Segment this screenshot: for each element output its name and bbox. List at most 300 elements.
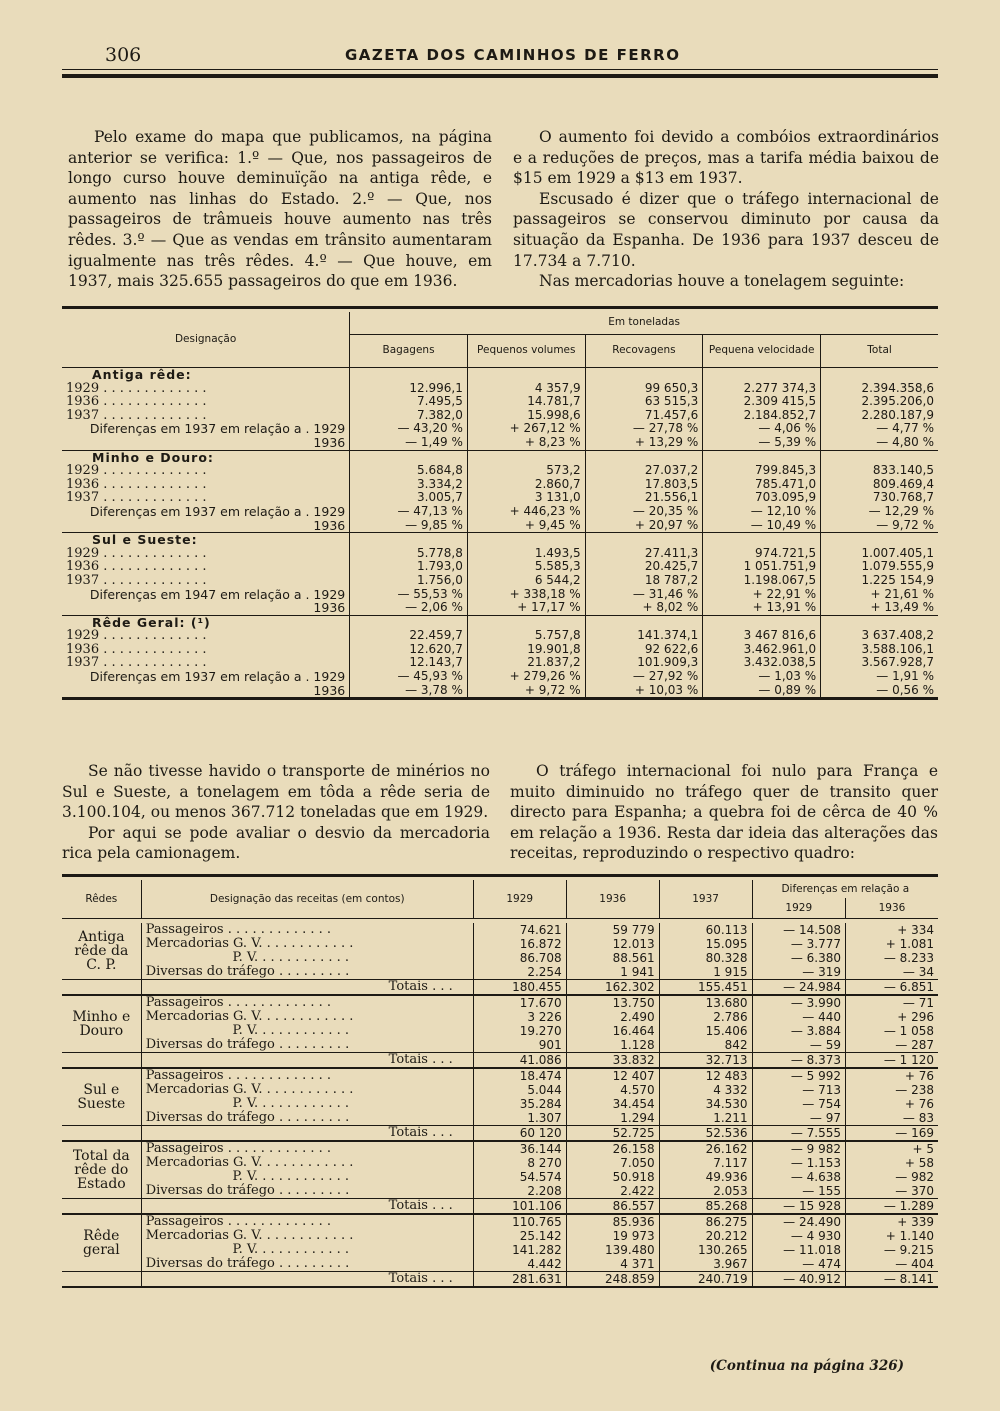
value-cell: 19 973 [566, 1229, 659, 1243]
year-label: 1936 . . . . . . . . . . . . . [66, 559, 207, 575]
diff-cell: — 1,03 % [703, 670, 821, 684]
data-row [62, 409, 938, 423]
value-cell: 59 779 [566, 923, 659, 937]
revenue-label: Diversas do tráfego . . . . . . . . . [141, 1111, 473, 1126]
value-cell: 5.044 [473, 1083, 566, 1097]
year-header-2: 1937 [659, 880, 752, 919]
diff-cell: — 27,78 % [585, 422, 703, 436]
value-cell: 27.411,3 [585, 547, 703, 561]
diff-row [62, 684, 938, 699]
value-cell: 833.140,5 [821, 464, 938, 478]
value-cell: 85.936 [566, 1214, 659, 1229]
data-row [62, 574, 938, 588]
revenue-label: Passageiros . . . . . . . . . . . . . [141, 923, 473, 937]
section-title: Minho e Douro: [92, 449, 214, 465]
paragraph: Pelo exame do mapa que publicamos, na página anterior se verifica: 1.º — Que, nos passageiros de longo curso houve deminuïção na antiga rêde, e aumento nas linhas do Estado. 2.º — Que, nos passageiros de trâmueis houve aumento nas três rêdes. 3.º — Que as vendas em trânsito aumentaram igualmente nas três rêdes. 4.º — Que houve, em 1937, mais 325.655 passageiros do que em 1936. [68, 128, 492, 291]
value-cell: — 5 992 [752, 1068, 845, 1083]
empty-cell [350, 533, 468, 547]
diff-row [62, 519, 938, 533]
revenue-label: Mercadorias G. V. . . . . . . . . . . . [141, 1229, 473, 1243]
diff-cell: + 13,49 % [821, 601, 938, 615]
value-cell: 3.462.961,0 [703, 643, 821, 657]
revenue-label: Diversas do tráfego . . . . . . . . . [141, 1038, 473, 1053]
total-cell: — 15 928 [752, 1199, 845, 1215]
value-cell: 50.918 [566, 1170, 659, 1184]
empty-cell [62, 1272, 141, 1288]
empty-cell [585, 368, 703, 382]
empty-cell [585, 615, 703, 629]
total-cell: 240.719 [659, 1272, 752, 1288]
value-cell: 49.936 [659, 1170, 752, 1184]
header-rule-thin [62, 69, 938, 70]
section-title-row [62, 615, 938, 629]
value-cell: 141.374,1 [585, 629, 703, 643]
value-cell: + 334 [845, 923, 938, 937]
diff-cell: + 21,61 % [821, 588, 938, 602]
totais-label: Totais . . . [141, 1126, 473, 1142]
value-cell: 80.328 [659, 951, 752, 965]
table-bottom-row [62, 699, 938, 703]
total-cell: — 24.984 [752, 980, 845, 996]
designacao-header: Designação [62, 312, 350, 368]
data-row [62, 1038, 938, 1053]
value-cell: 842 [659, 1038, 752, 1053]
value-cell: 13.750 [566, 995, 659, 1010]
value-cell: 99 650,3 [585, 382, 703, 396]
value-cell: 1.128 [566, 1038, 659, 1053]
rede-name: Antiga rêde da C. P. [74, 929, 129, 973]
diff-row [62, 422, 938, 436]
year-label: 1937 . . . . . . . . . . . . . [66, 572, 207, 588]
diff-label: 1936 [62, 519, 350, 533]
value-cell: 12.143,7 [350, 656, 468, 670]
diff-label: Diferenças em 1947 em relação a . 1929 [89, 586, 346, 602]
value-cell: 4 332 [659, 1083, 752, 1097]
value-cell: 1.493,5 [467, 547, 585, 561]
data-row [62, 629, 938, 643]
data-row [62, 395, 938, 409]
value-cell: 71.457,6 [585, 409, 703, 423]
value-cell: — 3.990 [752, 995, 845, 1010]
value-cell: 3.588.106,1 [821, 643, 938, 657]
section-title: Antiga rêde: [92, 367, 192, 382]
diff-row [62, 588, 938, 602]
paragraph: Se não tivesse havido o transporte de minérios no Sul e Sueste, a tonelagem em tôda a rêde seria de 3.100.104, ou menos 367.712 toneladas que em 1929. [62, 762, 490, 822]
value-cell: 3.005,7 [350, 491, 468, 505]
total-cell: 41.086 [473, 1053, 566, 1069]
value-cell: 12.620,7 [350, 643, 468, 657]
empty-cell [467, 615, 585, 629]
diff-year-header-1: 1936 [845, 898, 938, 919]
value-cell: 2.394.358,6 [821, 382, 938, 396]
paragraph: Escusado é dizer que o tráfego internacional de passageiros se conservou diminuto por causa da situação da Espanha. De 1936 para 1937 desceu de 17.734 a 7.710. [513, 189, 939, 270]
diff-cell: — 12,29 % [821, 505, 938, 519]
diff-cell: + 338,18 % [467, 588, 585, 602]
value-cell: + 76 [845, 1097, 938, 1111]
total-row [62, 1199, 938, 1215]
empty-cell [62, 1126, 141, 1142]
value-cell: — 4.638 [752, 1170, 845, 1184]
value-cell: 63 515,3 [585, 395, 703, 409]
total-row [62, 1053, 938, 1069]
value-cell: 4.570 [566, 1083, 659, 1097]
value-cell: 3 226 [473, 1010, 566, 1024]
total-cell: — 1 120 [845, 1053, 938, 1069]
value-cell: 16.872 [473, 937, 566, 951]
value-cell: 7.382,0 [350, 409, 468, 423]
empty-cell [821, 533, 938, 547]
revenue-label: Mercadorias G. V. . . . . . . . . . . . [141, 1156, 473, 1170]
total-cell: 101.106 [473, 1199, 566, 1215]
value-cell: 5.684,8 [350, 464, 468, 478]
diff-cell: — 47,13 % [350, 505, 468, 519]
diff-cell: — 20,35 % [585, 505, 703, 519]
value-cell: 7.495,5 [350, 395, 468, 409]
value-cell: 34.530 [659, 1097, 752, 1111]
diff-cell: + 9,45 % [467, 519, 585, 533]
redes-header: Rêdes [85, 893, 118, 905]
value-cell: 1.211 [659, 1111, 752, 1126]
total-cell: — 8.141 [845, 1272, 938, 1288]
totais-label: Totais . . . [141, 1053, 473, 1069]
revenue-label: Mercadorias G. V. . . . . . . . . . . . [141, 937, 473, 951]
value-cell: — 1.153 [752, 1156, 845, 1170]
column-header-3: Pequena velocidade [703, 335, 821, 368]
value-cell: 17.670 [473, 995, 566, 1010]
value-cell: 1.007.405,1 [821, 547, 938, 561]
value-cell: 3.432.038,5 [703, 656, 821, 670]
value-cell: 1.079.555,9 [821, 560, 938, 574]
text-right-top [513, 127, 939, 292]
year-label: 1937 . . . . . . . . . . . . . [66, 490, 207, 506]
total-cell: 33.832 [566, 1053, 659, 1069]
value-cell: 2.422 [566, 1184, 659, 1199]
value-cell: 2.309 415,5 [703, 395, 821, 409]
total-cell: — 1.289 [845, 1199, 938, 1215]
diff-cell: — 4,77 % [821, 422, 938, 436]
data-row [62, 1156, 938, 1170]
total-cell: 32.713 [659, 1053, 752, 1069]
diff-cell: — 0,56 % [821, 684, 938, 699]
data-row [62, 1083, 938, 1097]
data-row [62, 656, 938, 670]
revenue-label: Diversas do tráfego . . . . . . . . . [141, 1257, 473, 1272]
value-cell: 60.113 [659, 923, 752, 937]
revenue-label: P. V. . . . . . . . . . . . [141, 1097, 473, 1111]
diff-cell: — 10,49 % [703, 519, 821, 533]
diff-label: Diferenças em 1937 em relação a . 1929 [89, 669, 346, 685]
year-header-1: 1936 [566, 880, 659, 919]
value-cell: 1 051.751,9 [703, 560, 821, 574]
year-label: 1929 . . . . . . . . . . . . . [66, 628, 207, 644]
value-cell: 1.793,0 [350, 560, 468, 574]
value-cell: 74.621 [473, 923, 566, 937]
section-title-row [62, 450, 938, 464]
value-cell: 5.585,3 [467, 560, 585, 574]
value-cell: 5.778,8 [350, 547, 468, 561]
value-cell: 3.567.928,7 [821, 656, 938, 670]
diff-cell: + 9,72 % [467, 684, 585, 699]
value-cell: 54.574 [473, 1170, 566, 1184]
header-row [62, 312, 938, 335]
total-row [62, 1126, 938, 1142]
value-cell: 2.786 [659, 1010, 752, 1024]
year-label: 1929 . . . . . . . . . . . . . [66, 380, 207, 396]
total-cell: — 7.555 [752, 1126, 845, 1142]
header-rule-thick [62, 74, 938, 78]
data-row [62, 547, 938, 561]
value-cell: 2.395.206,0 [821, 395, 938, 409]
empty-cell [585, 533, 703, 547]
value-cell: — 982 [845, 1170, 938, 1184]
total-cell: 60 120 [473, 1126, 566, 1142]
revenue-label: Diversas do tráfego . . . . . . . . . [141, 965, 473, 980]
value-cell: — 1 058 [845, 1024, 938, 1038]
value-cell: — 71 [845, 995, 938, 1010]
value-cell: 8 270 [473, 1156, 566, 1170]
value-cell: 15.406 [659, 1024, 752, 1038]
value-cell: 3.967 [659, 1257, 752, 1272]
diff-cell: — 31,46 % [585, 588, 703, 602]
year-label: 1929 . . . . . . . . . . . . . [66, 545, 207, 561]
data-row [62, 1243, 938, 1257]
value-cell: 19.901,8 [467, 643, 585, 657]
table2-top-rule [62, 874, 938, 877]
empty-cell [703, 615, 821, 629]
empty-cell [350, 615, 468, 629]
data-row [62, 951, 938, 965]
year-label: 1936 . . . . . . . . . . . . . [66, 476, 207, 492]
value-cell: 1 941 [566, 965, 659, 980]
value-cell: — 14.508 [752, 923, 845, 937]
value-cell: 3 467 816,6 [703, 629, 821, 643]
diff-cell: + 267,12 % [467, 422, 585, 436]
data-row [62, 560, 938, 574]
value-cell: 1.294 [566, 1111, 659, 1126]
diff-label: 1936 [62, 684, 350, 699]
value-cell: 2.053 [659, 1184, 752, 1199]
year-label: 1936 . . . . . . . . . . . . . [66, 394, 207, 410]
value-cell: — 238 [845, 1083, 938, 1097]
value-cell: 730.768,7 [821, 491, 938, 505]
total-cell: 162.302 [566, 980, 659, 996]
diff-cell: — 43,20 % [350, 422, 468, 436]
empty-cell [821, 368, 938, 382]
value-cell: — 319 [752, 965, 845, 980]
value-cell: 12.996,1 [350, 382, 468, 396]
diff-cell: — 12,10 % [703, 505, 821, 519]
section-title-row [62, 368, 938, 382]
revenue-label: Mercadorias G. V. . . . . . . . . . . . [141, 1083, 473, 1097]
diff-row [62, 601, 938, 615]
diff-cell: — 45,93 % [350, 670, 468, 684]
value-cell: 12 407 [566, 1068, 659, 1083]
total-cell: 248.859 [566, 1272, 659, 1288]
diff-cell: — 9,72 % [821, 519, 938, 533]
diff-cell: — 2,06 % [350, 601, 468, 615]
empty-cell [62, 1053, 141, 1069]
value-cell: 18 787,2 [585, 574, 703, 588]
value-cell: + 5 [845, 1141, 938, 1156]
total-cell: 86.557 [566, 1199, 659, 1215]
value-cell: 141.282 [473, 1243, 566, 1257]
diff-row [62, 505, 938, 519]
diff-cell: + 13,91 % [703, 601, 821, 615]
diff-cell: + 8,23 % [467, 436, 585, 450]
table-bottom-rule [62, 699, 938, 703]
revenue-label: Mercadorias G. V. . . . . . . . . . . . [141, 1010, 473, 1024]
data-row [62, 464, 938, 478]
value-cell: 1 915 [659, 965, 752, 980]
text-right-mid [510, 761, 938, 864]
continuation-note: (Continua na página 326) [709, 1358, 904, 1374]
page-number: 306 [105, 44, 142, 66]
value-cell: 27.037,2 [585, 464, 703, 478]
empty-cell [467, 533, 585, 547]
empty-cell [703, 368, 821, 382]
value-cell: — 6.380 [752, 951, 845, 965]
value-cell: — 370 [845, 1184, 938, 1199]
empty-cell [703, 450, 821, 464]
value-cell: — 9 982 [752, 1141, 845, 1156]
value-cell: + 1.140 [845, 1229, 938, 1243]
value-cell: 4 357,9 [467, 382, 585, 396]
value-cell: 92 622,6 [585, 643, 703, 657]
total-cell: — 6.851 [845, 980, 938, 996]
diff-cell: — 1,49 % [350, 436, 468, 450]
value-cell: 21.837,2 [467, 656, 585, 670]
value-cell: — 59 [752, 1038, 845, 1053]
value-cell: — 3.777 [752, 937, 845, 951]
value-cell: — 9.215 [845, 1243, 938, 1257]
designacao-header: Designação das receitas (em contos) [141, 880, 473, 919]
value-cell: — 4 930 [752, 1229, 845, 1243]
data-row [62, 937, 938, 951]
value-cell: + 58 [845, 1156, 938, 1170]
section-title: Sul e Sueste: [92, 532, 198, 548]
value-cell: 22.459,7 [350, 629, 468, 643]
data-row [62, 1097, 938, 1111]
year-header-0: 1929 [473, 880, 566, 919]
value-cell: 5.757,8 [467, 629, 585, 643]
value-cell: — 287 [845, 1038, 938, 1053]
data-row [62, 923, 938, 937]
value-cell: 18.474 [473, 1068, 566, 1083]
totais-label: Totais . . . [141, 1199, 473, 1215]
diff-cell: + 17,17 % [467, 601, 585, 615]
value-cell: — 155 [752, 1184, 845, 1199]
value-cell: 1.198.067,5 [703, 574, 821, 588]
diff-label: Diferenças em 1937 em relação a . 1929 [89, 503, 346, 519]
diff-cell: — 5,39 % [703, 436, 821, 450]
data-row [62, 491, 938, 505]
value-cell: — 8.233 [845, 951, 938, 965]
data-row [62, 1257, 938, 1272]
column-header-1: Pequenos volumes [467, 335, 585, 368]
value-cell: — 11.018 [752, 1243, 845, 1257]
empty-cell [821, 450, 938, 464]
value-cell: 15.095 [659, 937, 752, 951]
value-cell: 3.334,2 [350, 478, 468, 492]
value-cell: + 339 [845, 1214, 938, 1229]
value-cell: 6 544,2 [467, 574, 585, 588]
value-cell: 4 371 [566, 1257, 659, 1272]
diff-year-header-0: 1929 [752, 898, 845, 919]
total-cell: 155.451 [659, 980, 752, 996]
value-cell: + 296 [845, 1010, 938, 1024]
data-row [62, 1170, 938, 1184]
value-cell: 573,2 [467, 464, 585, 478]
value-cell: 26.158 [566, 1141, 659, 1156]
data-row [62, 1010, 938, 1024]
value-cell: 16.464 [566, 1024, 659, 1038]
revenue-label: P. V. . . . . . . . . . . . [141, 951, 473, 965]
diff-cell: + 8,02 % [585, 601, 703, 615]
value-cell: 1.756,0 [350, 574, 468, 588]
data-row [62, 1068, 938, 1083]
total-cell: 281.631 [473, 1272, 566, 1288]
value-cell: 7.050 [566, 1156, 659, 1170]
value-cell: 17.803,5 [585, 478, 703, 492]
value-cell: 2.184.852,7 [703, 409, 821, 423]
diff-cell: — 55,53 % [350, 588, 468, 602]
journal-title: GAZETA DOS CAMINHOS DE FERRO [345, 46, 681, 64]
data-row [62, 1141, 938, 1156]
value-cell: 130.265 [659, 1243, 752, 1257]
empty-cell [62, 980, 141, 996]
data-row [62, 965, 938, 980]
rede-name: Sul e Sueste [77, 1082, 126, 1112]
revenue-label: Diversas do tráfego . . . . . . . . . [141, 1184, 473, 1199]
diff-cell: — 27,92 % [585, 670, 703, 684]
value-cell: 785.471,0 [703, 478, 821, 492]
revenue-table [62, 880, 938, 1288]
value-cell: 25.142 [473, 1229, 566, 1243]
totais-label: Totais . . . [141, 980, 473, 996]
diff-cell: — 3,78 % [350, 684, 468, 699]
value-cell: 2.490 [566, 1010, 659, 1024]
text-left-top [68, 127, 492, 292]
diff-label: 1936 [62, 436, 350, 450]
value-cell: 4.442 [473, 1257, 566, 1272]
diff-cell: + 279,26 % [467, 670, 585, 684]
value-cell: 14.781,7 [467, 395, 585, 409]
value-cell: 21.556,1 [585, 491, 703, 505]
text-left-mid [62, 761, 490, 864]
revenue-label: Passageiros . . . . . . . . . . . . . [141, 1141, 473, 1156]
rede-name: Total da rêde do Estado [72, 1148, 130, 1192]
revenue-label: Passageiros . . . . . . . . . . . . . [141, 1068, 473, 1083]
empty-cell [350, 450, 468, 464]
value-cell: 2.280.187,9 [821, 409, 938, 423]
value-cell: 15.998,6 [467, 409, 585, 423]
value-cell: 3 637.408,2 [821, 629, 938, 643]
diff-cell: — 1,91 % [821, 670, 938, 684]
year-label: 1937 . . . . . . . . . . . . . [66, 407, 207, 423]
total-cell: 85.268 [659, 1199, 752, 1215]
year-label: 1929 . . . . . . . . . . . . . [66, 463, 207, 479]
em-toneladas-header: Em toneladas [350, 312, 938, 335]
value-cell: 799.845,3 [703, 464, 821, 478]
value-cell: — 24.490 [752, 1214, 845, 1229]
diff-cell: + 10,03 % [585, 684, 703, 699]
empty-cell [467, 368, 585, 382]
empty-cell [350, 368, 468, 382]
value-cell: 26.162 [659, 1141, 752, 1156]
revenue-label: Passageiros . . . . . . . . . . . . . [141, 1214, 473, 1229]
revenue-label: Passageiros . . . . . . . . . . . . . [141, 995, 473, 1010]
paragraph: Por aqui se pode avaliar o desvio da mercadoria rica pela camionagem. [62, 823, 490, 863]
